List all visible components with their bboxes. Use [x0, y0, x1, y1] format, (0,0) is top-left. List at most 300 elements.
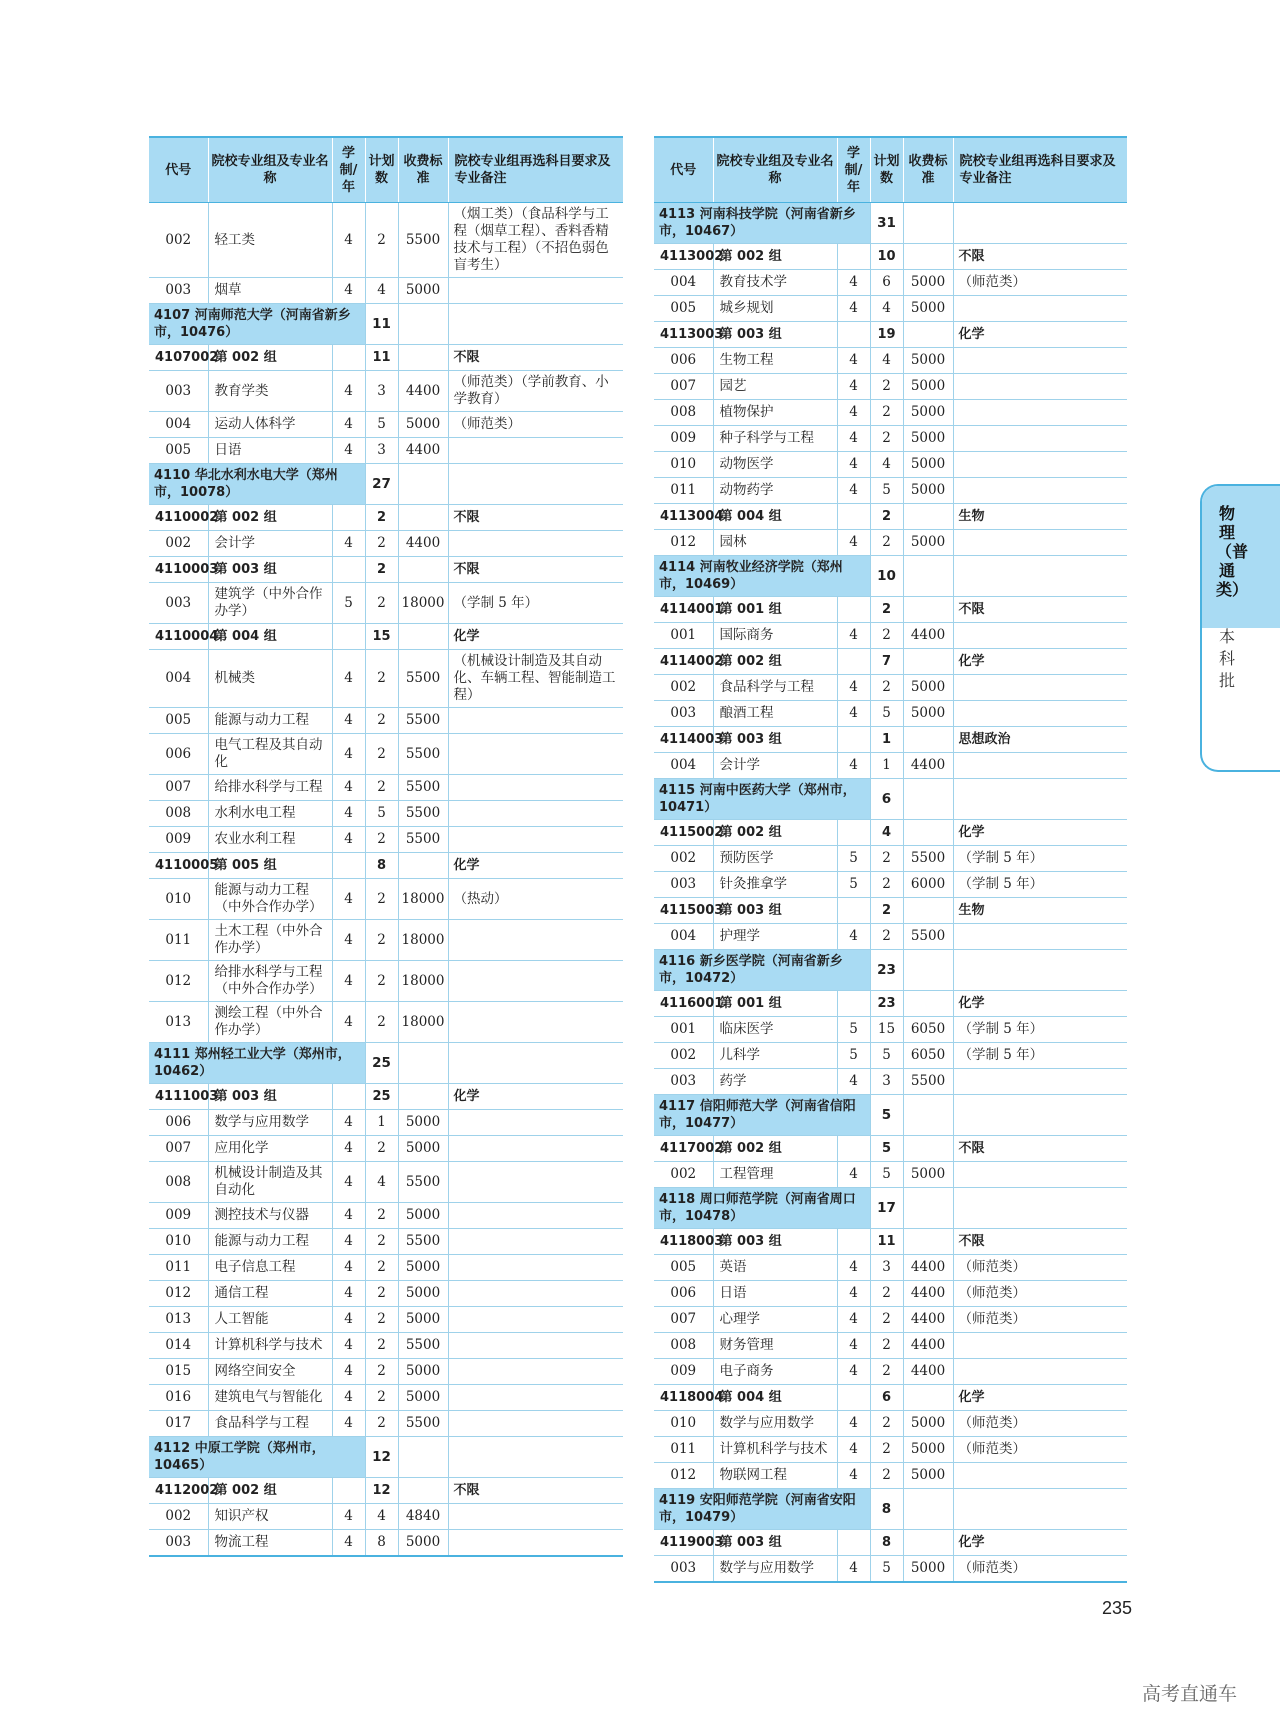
fee-cell: 18000 — [398, 879, 448, 920]
note-cell: 化学 — [953, 322, 1127, 348]
note-cell: 化学 — [953, 820, 1127, 846]
code-cell: 013 — [149, 1307, 208, 1333]
note-cell — [953, 296, 1127, 322]
fee-cell: 4400 — [903, 1333, 953, 1359]
major-row — [149, 531, 623, 557]
major-name: 建筑学（中外合作办学） — [208, 583, 332, 624]
col-header-years: 学制/年 — [332, 137, 365, 203]
major-row — [149, 438, 623, 464]
fee-cell: 5000 — [903, 530, 953, 556]
group-row — [654, 820, 1127, 846]
years-cell: 5 — [837, 1043, 870, 1069]
major-name: 机械类 — [208, 650, 332, 708]
major-name: 针灸推拿学 — [713, 872, 837, 898]
note-cell — [953, 1069, 1127, 1095]
plan-count: 5 — [365, 801, 398, 827]
fee-cell: 5000 — [903, 675, 953, 701]
col-header-note: 院校专业组再选科目要求及专业备注 — [953, 137, 1127, 203]
years-cell: 4 — [332, 1504, 365, 1530]
major-row — [654, 1307, 1127, 1333]
plan-count: 4 — [870, 452, 903, 478]
fee-cell — [398, 557, 448, 583]
fee-cell — [903, 1530, 953, 1556]
years-cell — [837, 1385, 870, 1411]
plan-count: 2 — [365, 583, 398, 624]
fee-cell: 18000 — [398, 1002, 448, 1043]
note-cell: （师范类） — [953, 1411, 1127, 1437]
major-name: 水利水电工程 — [208, 801, 332, 827]
years-cell — [837, 820, 870, 846]
code-cell: 002 — [654, 1162, 713, 1188]
fee-cell — [398, 1437, 448, 1478]
years-cell: 4 — [837, 623, 870, 649]
side-tab-category: 物理（普通类） — [1216, 504, 1249, 599]
major-row — [654, 1556, 1127, 1583]
code-cell: 004 — [654, 924, 713, 950]
note-cell — [953, 701, 1127, 727]
note-cell — [448, 1359, 623, 1385]
note-cell — [448, 1043, 623, 1084]
plan-count: 10 — [870, 244, 903, 270]
years-cell: 4 — [332, 412, 365, 438]
fee-cell: 5000 — [398, 278, 448, 304]
years-cell — [837, 244, 870, 270]
note-cell: 不限 — [448, 345, 623, 371]
institution-name: 4118 周口师范学院（河南省周口市，10478） — [654, 1188, 870, 1229]
code-cell: 010 — [149, 879, 208, 920]
note-cell: 化学 — [953, 1385, 1127, 1411]
years-cell: 4 — [837, 1411, 870, 1437]
major-name: 数学与应用数学 — [713, 1411, 837, 1437]
note-cell — [953, 623, 1127, 649]
group-name: 第 001 组 — [713, 991, 837, 1017]
code-cell: 001 — [654, 623, 713, 649]
major-row — [654, 701, 1127, 727]
major-name: 国际商务 — [713, 623, 837, 649]
plan-count: 4 — [870, 348, 903, 374]
major-row — [654, 1069, 1127, 1095]
major-row — [654, 675, 1127, 701]
fee-cell — [903, 950, 953, 991]
note-cell: 化学 — [448, 1084, 623, 1110]
plan-count: 6 — [870, 1385, 903, 1411]
fee-cell: 5500 — [398, 801, 448, 827]
code-cell: 011 — [149, 1255, 208, 1281]
group-name: 第 002 组 — [713, 820, 837, 846]
fee-cell — [398, 464, 448, 505]
watermark-text: 高考直通车 — [1142, 1683, 1238, 1705]
major-name: 能源与动力工程 — [208, 1229, 332, 1255]
major-name: 电气工程及其自动化 — [208, 734, 332, 775]
plan-count: 2 — [365, 505, 398, 531]
major-row — [149, 708, 623, 734]
years-cell — [837, 898, 870, 924]
code-cell: 017 — [149, 1411, 208, 1437]
major-name: 计算机科学与技术 — [208, 1333, 332, 1359]
note-cell: （师范类） — [953, 270, 1127, 296]
group-row — [654, 1385, 1127, 1411]
group-name: 第 002 组 — [713, 649, 837, 675]
major-name: 给排水科学与工程 — [208, 775, 332, 801]
plan-count: 2 — [870, 1333, 903, 1359]
code-cell: 003 — [654, 701, 713, 727]
major-name: 物流工程 — [208, 1530, 332, 1557]
plan-count: 17 — [870, 1188, 903, 1229]
code-cell: 4115003 — [654, 898, 713, 924]
code-cell: 016 — [149, 1385, 208, 1411]
plan-count: 2 — [870, 1437, 903, 1463]
institution-name: 4117 信阳师范大学（河南省信阳市，10477） — [654, 1095, 870, 1136]
admission-table-right — [654, 136, 1127, 1583]
group-row — [654, 898, 1127, 924]
group-name: 第 004 组 — [713, 1385, 837, 1411]
fee-cell: 5000 — [398, 1203, 448, 1229]
institution-name: 4111 郑州轻工业大学（郑州市，10462） — [149, 1043, 365, 1084]
years-cell: 4 — [837, 452, 870, 478]
note-cell: 不限 — [953, 597, 1127, 623]
fee-cell — [903, 504, 953, 530]
code-cell: 003 — [149, 583, 208, 624]
note-cell: 不限 — [953, 1136, 1127, 1162]
major-row — [654, 530, 1127, 556]
group-name: 第 003 组 — [713, 898, 837, 924]
note-cell: （学制 5 年） — [953, 1043, 1127, 1069]
fee-cell: 5500 — [398, 1333, 448, 1359]
major-row — [654, 846, 1127, 872]
plan-count: 1 — [870, 727, 903, 753]
plan-count: 2 — [365, 1203, 398, 1229]
major-row — [654, 872, 1127, 898]
code-cell: 002 — [149, 531, 208, 557]
major-name: 日语 — [713, 1281, 837, 1307]
group-row — [654, 322, 1127, 348]
major-row — [654, 1162, 1127, 1188]
major-row — [149, 879, 623, 920]
plan-count: 2 — [870, 1463, 903, 1489]
institution-row — [149, 304, 623, 345]
code-cell: 008 — [654, 1333, 713, 1359]
years-cell — [332, 505, 365, 531]
note-cell: （师范类） — [953, 1307, 1127, 1333]
major-row — [149, 1110, 623, 1136]
note-cell — [448, 1255, 623, 1281]
fee-cell — [903, 203, 953, 244]
code-cell: 4114001 — [654, 597, 713, 623]
col-header-plan: 计划数 — [870, 137, 903, 203]
plan-count: 2 — [870, 846, 903, 872]
group-name: 第 002 组 — [208, 1478, 332, 1504]
plan-count: 2 — [870, 675, 903, 701]
note-cell — [448, 1002, 623, 1043]
major-name: 计算机科学与技术 — [713, 1437, 837, 1463]
fee-cell: 5000 — [398, 1136, 448, 1162]
years-cell: 4 — [837, 348, 870, 374]
note-cell — [953, 779, 1127, 820]
group-row — [149, 1478, 623, 1504]
years-cell — [837, 1229, 870, 1255]
fee-cell: 5000 — [903, 1162, 953, 1188]
major-row — [149, 1411, 623, 1437]
code-cell: 4115002 — [654, 820, 713, 846]
years-cell — [837, 649, 870, 675]
years-cell: 4 — [332, 708, 365, 734]
note-cell — [953, 203, 1127, 244]
code-cell: 4119003 — [654, 1530, 713, 1556]
years-cell: 4 — [332, 1255, 365, 1281]
code-cell: 4113003 — [654, 322, 713, 348]
plan-count: 3 — [870, 1255, 903, 1281]
code-cell: 006 — [654, 348, 713, 374]
fee-cell — [903, 727, 953, 753]
note-cell: 不限 — [953, 1229, 1127, 1255]
major-name: 园林 — [713, 530, 837, 556]
code-cell: 003 — [654, 1069, 713, 1095]
institution-name: 4112 中原工学院（郑州市，10465） — [149, 1437, 365, 1478]
page-number: 235 — [1102, 1598, 1133, 1618]
plan-count: 11 — [870, 1229, 903, 1255]
institution-row — [654, 1188, 1127, 1229]
years-cell: 4 — [837, 296, 870, 322]
years-cell: 4 — [332, 920, 365, 961]
fee-cell — [903, 322, 953, 348]
note-cell — [953, 400, 1127, 426]
code-cell: 4114002 — [654, 649, 713, 675]
major-name: 物联网工程 — [713, 1463, 837, 1489]
major-row — [654, 1043, 1127, 1069]
years-cell: 4 — [332, 1203, 365, 1229]
code-cell: 008 — [149, 1162, 208, 1203]
fee-cell: 6000 — [903, 872, 953, 898]
plan-count: 2 — [365, 1281, 398, 1307]
plan-count: 8 — [365, 1530, 398, 1557]
note-cell: 化学 — [448, 624, 623, 650]
major-name: 土木工程（中外合作办学） — [208, 920, 332, 961]
plan-count: 2 — [870, 1411, 903, 1437]
major-name: 会计学 — [208, 531, 332, 557]
note-cell — [448, 438, 623, 464]
code-cell: 002 — [654, 675, 713, 701]
major-row — [149, 1162, 623, 1203]
years-cell — [332, 557, 365, 583]
col-header-plan: 计划数 — [365, 137, 398, 203]
years-cell: 4 — [332, 278, 365, 304]
years-cell: 4 — [332, 650, 365, 708]
note-cell — [448, 1229, 623, 1255]
major-name: 心理学 — [713, 1307, 837, 1333]
years-cell: 4 — [332, 827, 365, 853]
plan-count: 25 — [365, 1043, 398, 1084]
major-name: 动物药学 — [713, 478, 837, 504]
fee-cell: 5500 — [903, 846, 953, 872]
institution-row — [654, 950, 1127, 991]
note-cell — [953, 675, 1127, 701]
code-cell: 005 — [149, 438, 208, 464]
major-row — [149, 1333, 623, 1359]
years-cell: 4 — [332, 775, 365, 801]
plan-count: 5 — [870, 1162, 903, 1188]
code-cell: 003 — [654, 1556, 713, 1583]
plan-count: 1 — [870, 753, 903, 779]
note-cell — [448, 1162, 623, 1203]
major-name: 运动人体科学 — [208, 412, 332, 438]
group-name: 第 002 组 — [713, 244, 837, 270]
fee-cell: 5500 — [398, 708, 448, 734]
col-header-fee: 收费标准 — [903, 137, 953, 203]
plan-count: 1 — [365, 1110, 398, 1136]
fee-cell — [398, 1478, 448, 1504]
note-cell — [448, 1281, 623, 1307]
institution-name: 4115 河南中医药大学（郑州市，10471） — [654, 779, 870, 820]
years-cell: 4 — [332, 1281, 365, 1307]
fee-cell: 5500 — [903, 1069, 953, 1095]
plan-count: 5 — [870, 701, 903, 727]
group-row — [654, 649, 1127, 675]
fee-cell — [398, 505, 448, 531]
plan-count: 5 — [870, 1043, 903, 1069]
col-header-years: 学制/年 — [837, 137, 870, 203]
years-cell: 4 — [332, 879, 365, 920]
note-cell — [448, 1504, 623, 1530]
fee-cell: 5500 — [398, 1229, 448, 1255]
years-cell: 4 — [332, 1136, 365, 1162]
plan-count: 8 — [365, 853, 398, 879]
note-cell: 不限 — [448, 505, 623, 531]
years-cell: 5 — [837, 872, 870, 898]
note-cell — [953, 1188, 1127, 1229]
fee-cell: 18000 — [398, 961, 448, 1002]
note-cell: 化学 — [953, 649, 1127, 675]
major-name: 临床医学 — [713, 1017, 837, 1043]
group-row — [654, 504, 1127, 530]
major-row — [149, 827, 623, 853]
major-row — [654, 296, 1127, 322]
years-cell: 4 — [837, 675, 870, 701]
major-row — [654, 924, 1127, 950]
years-cell — [837, 322, 870, 348]
plan-count: 10 — [870, 556, 903, 597]
major-row — [654, 452, 1127, 478]
years-cell — [837, 991, 870, 1017]
col-header-name: 院校专业组及专业名称 — [713, 137, 837, 203]
major-name: 网络空间安全 — [208, 1359, 332, 1385]
col-header-note: 院校专业组再选科目要求及专业备注 — [448, 137, 623, 203]
plan-count: 19 — [870, 322, 903, 348]
institution-row — [654, 556, 1127, 597]
fee-cell: 5000 — [398, 1281, 448, 1307]
plan-count: 2 — [365, 1255, 398, 1281]
years-cell: 5 — [837, 846, 870, 872]
code-cell: 003 — [654, 872, 713, 898]
code-cell: 4111003 — [149, 1084, 208, 1110]
code-cell: 4118003 — [654, 1229, 713, 1255]
code-cell: 006 — [149, 1110, 208, 1136]
fee-cell: 4400 — [903, 1281, 953, 1307]
years-cell: 5 — [837, 1017, 870, 1043]
code-cell: 005 — [149, 708, 208, 734]
major-row — [654, 1411, 1127, 1437]
plan-count: 5 — [870, 1095, 903, 1136]
major-name: 烟草 — [208, 278, 332, 304]
years-cell — [332, 624, 365, 650]
years-cell: 5 — [332, 583, 365, 624]
major-row — [149, 1255, 623, 1281]
plan-count: 2 — [365, 1002, 398, 1043]
plan-count: 6 — [870, 270, 903, 296]
fee-cell: 5000 — [398, 1530, 448, 1557]
group-name: 第 003 组 — [713, 1229, 837, 1255]
institution-name: 4113 河南科技学院（河南省新乡市，10467） — [654, 203, 870, 244]
plan-count: 2 — [870, 504, 903, 530]
years-cell — [837, 727, 870, 753]
plan-count: 2 — [365, 650, 398, 708]
fee-cell — [903, 1136, 953, 1162]
major-name: 日语 — [208, 438, 332, 464]
note-cell — [953, 1162, 1127, 1188]
years-cell: 4 — [837, 530, 870, 556]
code-cell: 009 — [654, 426, 713, 452]
group-row — [149, 505, 623, 531]
table-header-row — [149, 137, 623, 203]
group-row — [149, 853, 623, 879]
major-row — [149, 1504, 623, 1530]
group-row — [654, 597, 1127, 623]
note-cell: 化学 — [953, 1530, 1127, 1556]
major-name: 植物保护 — [713, 400, 837, 426]
major-row — [149, 1307, 623, 1333]
major-name: 生物工程 — [713, 348, 837, 374]
major-row — [654, 348, 1127, 374]
note-cell — [953, 1333, 1127, 1359]
code-cell: 4112002 — [149, 1478, 208, 1504]
major-row — [149, 203, 623, 278]
col-header-name: 院校专业组及专业名称 — [208, 137, 332, 203]
major-name: 数学与应用数学 — [208, 1110, 332, 1136]
years-cell: 4 — [837, 1437, 870, 1463]
fee-cell: 5000 — [903, 1463, 953, 1489]
major-row — [149, 412, 623, 438]
major-row — [149, 1002, 623, 1043]
code-cell: 002 — [149, 203, 208, 278]
code-cell: 007 — [149, 775, 208, 801]
plan-count: 15 — [365, 624, 398, 650]
major-name: 轻工类 — [208, 203, 332, 278]
note-cell — [448, 531, 623, 557]
major-row — [149, 1530, 623, 1557]
major-name: 通信工程 — [208, 1281, 332, 1307]
note-cell: （机械设计制造及其自动化、车辆工程、智能制造工程） — [448, 650, 623, 708]
code-cell: 012 — [654, 1463, 713, 1489]
fee-cell: 5500 — [398, 1162, 448, 1203]
years-cell: 4 — [837, 1069, 870, 1095]
fee-cell: 4400 — [398, 371, 448, 412]
code-cell: 011 — [654, 478, 713, 504]
years-cell — [332, 1084, 365, 1110]
code-cell: 006 — [149, 734, 208, 775]
note-cell: （师范类） — [448, 412, 623, 438]
major-row — [654, 374, 1127, 400]
group-row — [654, 991, 1127, 1017]
fee-cell — [903, 820, 953, 846]
group-row — [149, 1084, 623, 1110]
code-cell: 4116001 — [654, 991, 713, 1017]
fee-cell: 4400 — [398, 531, 448, 557]
years-cell: 4 — [332, 371, 365, 412]
group-name: 第 004 组 — [208, 624, 332, 650]
table-header-row — [654, 137, 1127, 203]
note-cell — [448, 1203, 623, 1229]
note-cell: （师范类）（学前教育、小学教育） — [448, 371, 623, 412]
major-name: 动物医学 — [713, 452, 837, 478]
